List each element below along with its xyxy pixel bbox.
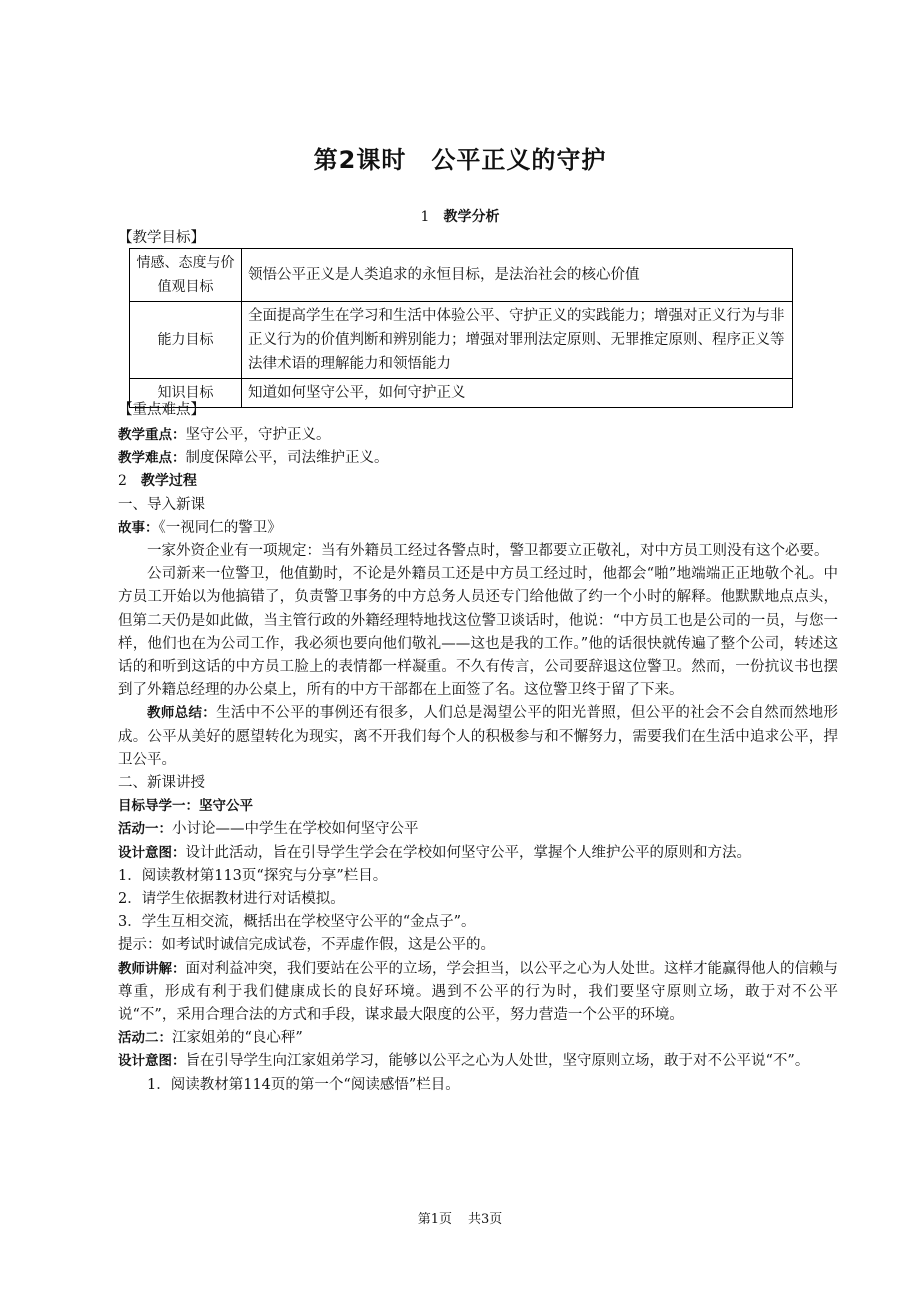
hint-text: 提示：如考试时诚信完成试卷，不弄虚作假，这是公平的。 [118,937,495,954]
objective-key: 情感、态度与价值观目标 [130,249,242,302]
page-footer [0,1208,920,1227]
focus-text: 坚守公平，守护正义。 [185,427,331,443]
part2-heading: 二、新课讲授 [118,775,205,792]
activity2-text: 江家姐弟的“良心秤” [172,1030,303,1047]
difficulty-text: 制度保障公平，司法维护正义。 [185,450,389,467]
keypoints-label: 【重点难点】 [118,402,205,418]
objective-value: 领悟公平正义是人类追求的永恒目标，是法治社会的核心价值 [242,249,793,302]
objectives-table [129,248,793,408]
teacher-explain-text: 面对利益冲突，我们要站在公平的立场，学会担当，以公平之心为人处世。这样才能赢得他人的信赖与尊重，形成有利于我们健康成长的良好环境。遇到不公平的行为时，我们要坚守原则立场，敢于对不公平说“不”，采用合理合法的方式和手段，谋求最大限度的公平，努力营造一个公平的环境。 [118,960,838,1024]
objective-key: 知识目标 [130,379,242,408]
page-number: 第1页 [417,1212,452,1227]
story-paragraph-2: 公司新来一位警卫，他值勤时，不论是外籍员工还是中方员工经过时，他都会“啪”地端端正正地敬个礼。中方员工开始以为他搞错了，负责警卫事务的中方总务人员还专门给他做了约一个小时的解释。他默默地点点头，但第二天仍是如此做，当主管行政的外籍经理特地找这位警卫谈话时，他说：“中方员工也是公司的一员，与您一样，他们也在为公司工作，我必须也要向他们敬礼——这也是我的工作。”他的话很快就传遍了整个公司，转述这话的和听到这话的中方员工脸上的表情都一样凝重。不久有传言，公司要辞退这位警卫。然而，一份抗议书也摆到了外籍总经理的办公桌上，所有的中方干部都在上面签了名。这位警卫终于留了下来。 [118,566,838,699]
page-total: 共3页 [468,1212,503,1227]
difficulty-label: 教学难点： [118,450,186,467]
design1-text: 设计此活动，旨在引导学生学会在学校如何坚守公平，掌握个人维护公平的原则和方法。 [185,844,751,861]
activity1-text: 小讨论——中学生在学校如何坚守公平 [172,821,419,838]
step-item: 1．阅读教材第114页的第一个“阅读感悟”栏目。 [147,1076,460,1093]
step-item: 2．请学生依据教材进行对话模拟。 [118,891,345,908]
activity1-label: 活动一： [118,821,172,838]
story-title: 《一视同仁的警卫》 [158,519,282,536]
section-heading-process [118,470,838,493]
story-label: 故事： [118,519,159,536]
table-row [130,302,793,379]
teacher-summary-text: 生活中不公平的事例还有很多，人们总是渴望公平的阳光普照，但公平的社会不会自然而然地形成。公平从美好的愿望转化为现实，离不开我们每个人的积极参与和不懈努力，需要我们在生活中追求公平，捍卫公平。 [118,705,838,768]
section-heading-analysis [0,206,920,226]
objective-value: 全面提高学生在学习和生活中体验公平、守护正义的实践能力；增强对正义行为与非正义行为的价值判断和辨别能力；增强对罪刑法定原则、无罪推定原则、程序正义等法律术语的理解能力和领悟能力 [242,302,793,379]
section-label: 教学过程 [140,473,197,490]
page-title: 第2课时 公平正义的守护 [313,146,607,174]
objective-value: 知道如何坚守公平，如何守护正义 [242,379,793,408]
document-body [118,424,838,1097]
activity2-label: 活动二： [118,1030,172,1047]
design2-label: 设计意图： [118,1053,186,1070]
objective-key: 能力目标 [130,302,242,379]
section-number: 1 [420,209,430,225]
section-label: 教学分析 [443,209,500,225]
step-item: 3．学生互相交流，概括出在学校坚守公平的“金点子”。 [118,914,476,931]
objectives-label: 【教学目标】 [118,230,205,246]
teacher-explain-label: 教师讲解： [118,960,186,977]
part1-heading: 一、导入新课 [118,496,205,513]
step-item: 1．阅读教材第113页“探究与分享”栏目。 [118,867,388,884]
goal1-heading: 目标导学一：坚守公平 [118,798,253,815]
teacher-summary-label: 教师总结： [147,705,217,722]
section-number: 2 [118,473,127,490]
design1-label: 设计意图： [118,844,186,861]
design2-text: 旨在引导学生向江家姐弟学习，能够以公平之心为人处世，坚守原则立场，敢于对不公平说“不”。 [185,1053,810,1070]
table-row [130,249,793,302]
table-row [130,379,793,408]
story-paragraph-1: 一家外资企业有一项规定：当有外籍员工经过各警点时，警卫都要立正敬礼，对中方员工则没有这个必要。 [147,543,829,560]
focus-label: 教学重点： [118,427,186,443]
